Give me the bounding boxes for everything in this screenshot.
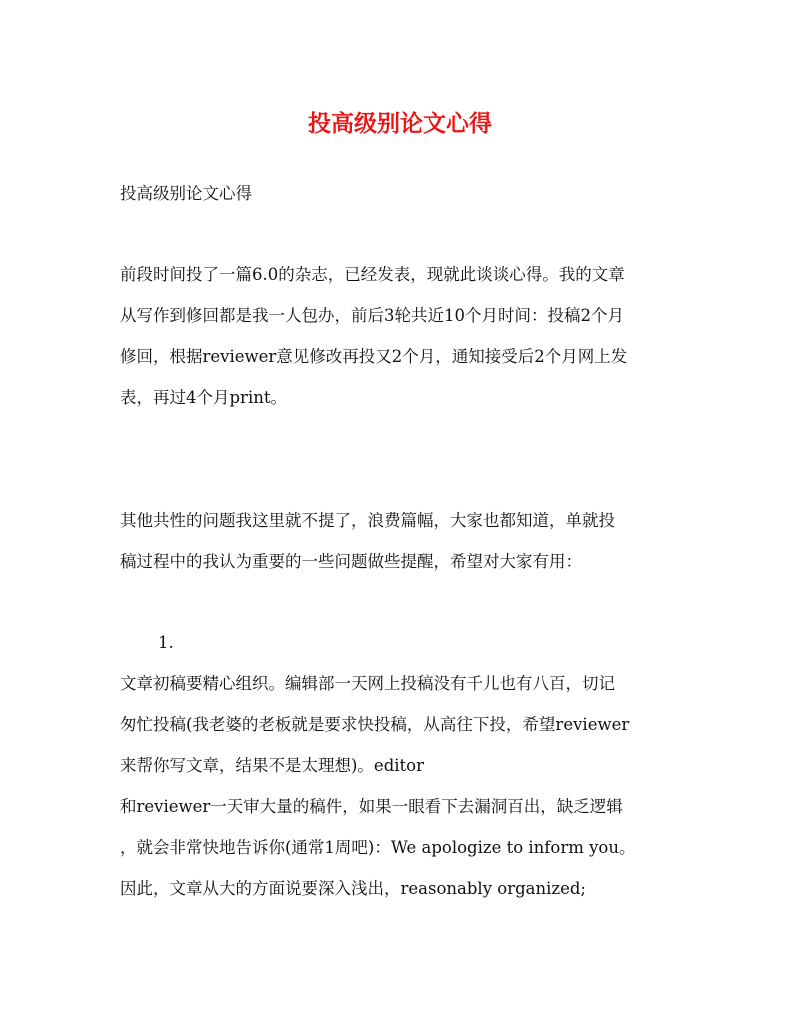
item1-line-3: 来帮你写文章，结果不是太理想)。editor [120,756,424,775]
item1-line-2: 匆忙投稿(我老婆的老板就是要求快投稿，从高往下投，希望reviewer [120,715,630,734]
item1-line-1: 文章初稿要精心组织。编辑部一天网上投稿没有千儿也有八百，切记 [120,674,615,693]
paragraph1-line-4: 表，再过4个月print。 [120,388,287,407]
document-subtitle: 投高级别论文心得 [120,184,252,203]
paragraph2-line-1: 其他共性的问题我这里就不提了，浪费篇幅，大家也都知道，单就投 [120,511,615,530]
paragraph1-line-1: 前段时间投了一篇6.0的杂志，已经发表，现就此谈谈心得。我的文章 [120,265,625,284]
paragraph1-line-3: 修回，根据reviewer意见修改再投又2个月，通知接受后2个月网上发 [120,347,628,366]
item1-line-4: 和reviewer一天审大量的稿件，如果一眼看下去漏洞百出，缺乏逻辑 [120,797,623,816]
item1-line-5: ，就会非常快地告诉你(通常1周吧)：We apologize to inform you。 [120,838,636,857]
document-title: 投高级别论文心得 [308,110,492,137]
paragraph1-line-2: 从写作到修回都是我一人包办，前后3轮共近10个月时间：投稿2个月 [120,306,624,325]
item1-line-6: 因此，文章从大的方面说要深入浅出，reasonably organized; [120,879,586,898]
list-item-number: 1. [158,633,174,652]
paragraph2-line-2: 稿过程中的我认为重要的一些问题做些提醒，希望对大家有用： [120,552,582,571]
